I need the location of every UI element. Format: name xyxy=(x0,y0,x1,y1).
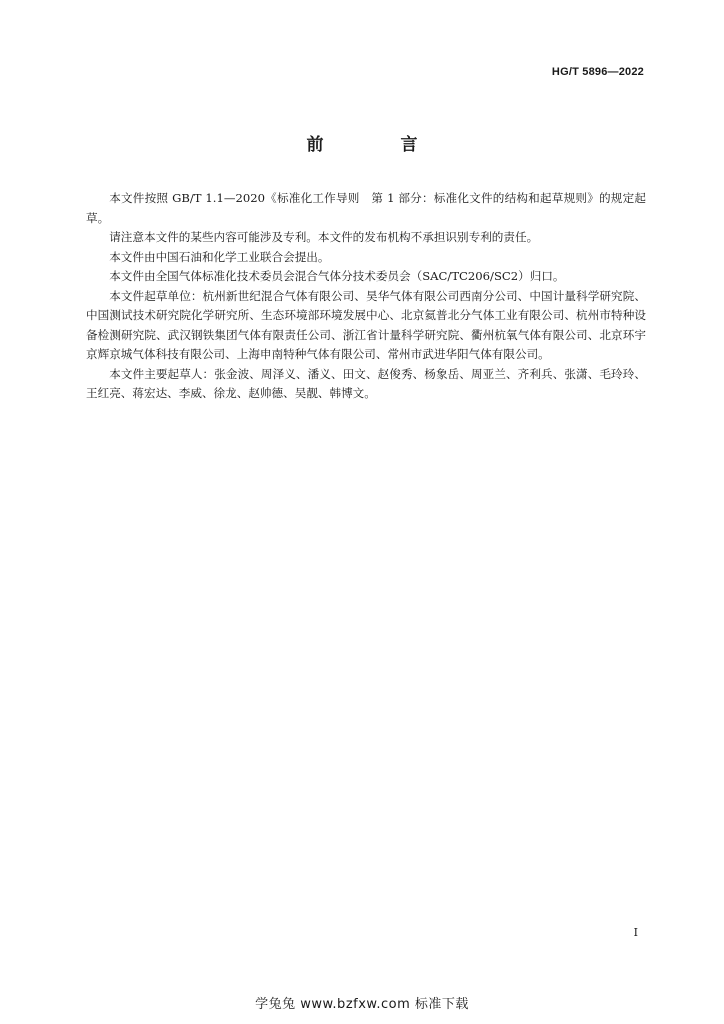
paragraph-drafting-rules: 本文件按照 GB/T 1.1—2020《标准化工作导则 第 1 部分：标准化文件的结构和起草规则》的规定起草。 xyxy=(86,191,646,225)
foreword-body xyxy=(86,189,646,404)
footer-watermark-text: 学兔兔 www.bzfxw.com 标准下载 xyxy=(255,997,469,1012)
paragraph-drafting-organizations: 本文件起草单位：杭州新世纪混合气体有限公司、昊华气体有限公司西南分公司、中国计量科学研究院、中国测试技术研究院化学研究所、生态环境部环境发展中心、北京氦普北分气体工业有限公司、杭州市特种设备检测研究院、武汉钢铁集团气体有限责任公司、浙江省计量科学研究院、衢州杭氧气体有限公司、北京环宇京辉京城气体科技有限公司、上海申南特种气体有限公司、常州市武进华阳气体有限公司。 xyxy=(86,288,646,361)
standard-code: HG/T 5896—2022 xyxy=(551,66,644,78)
paragraph-patent-notice: 请注意本文件的某些内容可能涉及专利。本文件的发布机构不承担识别专利的责任。 xyxy=(109,230,539,244)
paragraph-main-drafters: 本文件主要起草人：张金波、周泽义、潘义、田文、赵俊秀、杨象岳、周亚兰、齐利兵、张潇、毛玲玲、王红亮、蒋宏达、李威、徐龙、赵帅德、吴靓、韩博文。 xyxy=(86,366,646,400)
page-number: I xyxy=(633,926,638,939)
paragraph-proposed-by: 本文件由中国石油和化学工业联合会提出。 xyxy=(109,249,330,264)
paragraph-under-jurisdiction: 本文件由全国气体标准化技术委员会混合气体分技术委员会（SAC/TC206/SC2）归口。 xyxy=(109,269,565,283)
page-title: 前 言 xyxy=(306,135,448,155)
